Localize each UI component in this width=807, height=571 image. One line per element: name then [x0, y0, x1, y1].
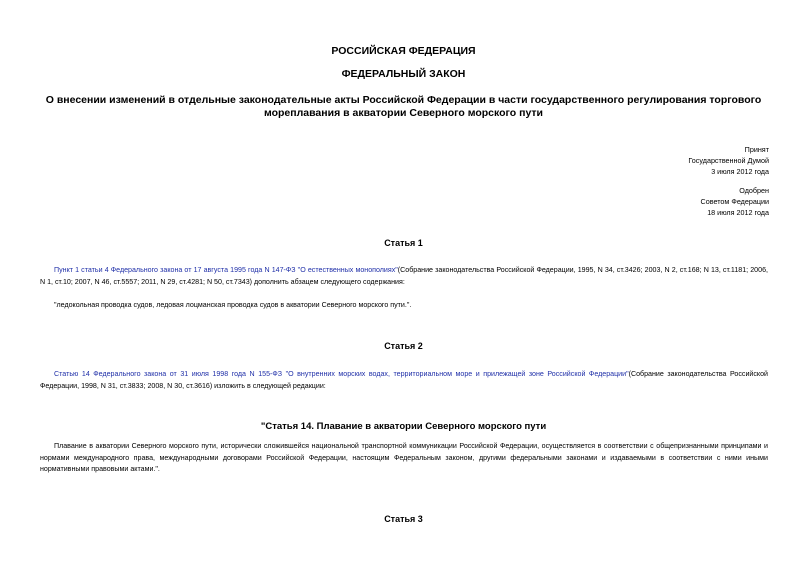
article-1-quote-text: "ледокольная проводка судов, ледовая лоцманская проводка судов в акватории Северного морского пути.". — [54, 301, 412, 309]
article-14-text: Плавание в акватории Северного морского пути, исторически сложившейся национальной транспортной коммуникации Российской Федерации, осуществляется в соответствии с общепризнанными принципами и нормами международного права, международными договорами Российской Федерации, настоящим Федеральным законом, другими федеральными законами и издаваемыми в соответствии с ними иными нормативными правовыми актами.". — [40, 442, 768, 474]
article-1-paragraph — [40, 265, 768, 288]
country-heading: РОССИЙСКАЯ ФЕДЕРАЦИЯ — [331, 45, 476, 57]
article-2-body-text: (Собрание законодательства Российской Федерации, 1998, N 31, ст.3833; 2008, N 30, ст.3616) изложить в следующей редакции: — [40, 370, 769, 390]
article-2-law-link[interactable]: Статью 14 Федерального закона от 31 июля 1998 года N 155-ФЗ "О внутренних морских водах, территориальном море и прилежащей зоне Российской Федерации" — [54, 370, 629, 378]
approval-line-2: Советом Федерации — [700, 197, 769, 206]
adoption-block — [688, 144, 769, 177]
doc-type-heading: ФЕДЕРАЛЬНЫЙ ЗАКОН — [341, 68, 466, 80]
article-14-heading: "Статья 14. Плавание в акватории Северного морского пути — [260, 421, 547, 432]
adoption-line-2: Государственной Думой — [688, 156, 769, 165]
article-1-heading: Статья 1 — [384, 238, 423, 248]
article-1-body-text: (Собрание законодательства Российской Федерации, 1995, N 34, ст.3426; 2003, N 2, ст.168; N 13, ст.1181; 2006, N 1, ст.10; 2007, N 46, ст.5557; 2011, N 29, ст.4281; N 50, ст.7343) дополнить абзацем следующего содержания: — [40, 266, 768, 286]
adoption-line-3: 3 июля 2012 года — [711, 167, 769, 176]
approval-block — [701, 185, 769, 218]
article-2-heading: Статья 2 — [384, 341, 423, 351]
adoption-line-1: Принят — [744, 145, 769, 154]
document-title: О внесении изменений в отдельные законодательные акты Российской Федерации в части государственного регулирования торгового мореплавания в акватории Северного морского пути — [45, 94, 762, 119]
article-2-paragraph — [40, 369, 768, 392]
approval-line-1: Одобрен — [739, 186, 769, 195]
article-1-law-link[interactable]: Пункт 1 статьи 4 Федерального закона от 17 августа 1995 года N 147-ФЗ "О естественных монополиях" — [54, 266, 398, 274]
approval-line-3: 18 июля 2012 года — [707, 208, 769, 217]
article-14-paragraph — [40, 441, 768, 476]
article-3-heading: Статья 3 — [384, 514, 423, 524]
article-1-quote — [40, 300, 768, 312]
